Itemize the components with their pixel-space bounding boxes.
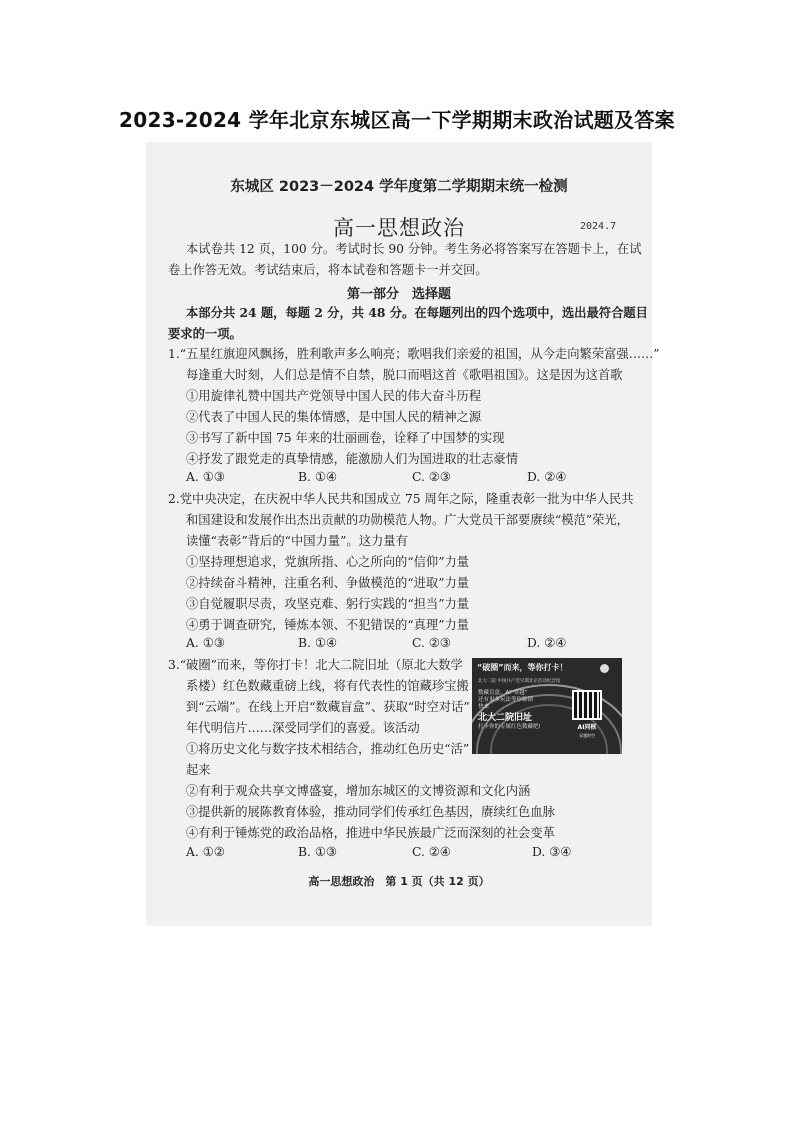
document-title: 2023-2024 学年北京东城区高一下学期期末政治试题及答案 (119, 108, 675, 132)
question-2-stem: 读懂“表彰”背后的“中国力量”。这力量有 (186, 534, 408, 548)
intro-line: 卷上作答无效。考试结束后，将本试卷和答题卡一并交回。 (168, 263, 488, 277)
question-3-choice-b[interactable]: B. ①③ (298, 845, 337, 859)
intro-line: 本试卷共 12 页，100 分。考试时长 90 分钟。考生务必将答案写在答题卡上，在试 (186, 242, 642, 256)
section-title: 第一部分 选择题 (346, 287, 451, 302)
poster-line: 快来 (478, 704, 490, 710)
exam-date: 2024.7 (580, 221, 617, 232)
section-instructions: 本部分共 24 题，每题 2 分，共 48 分。在每题列出的四个选项中，选出最符合题目 (186, 305, 648, 320)
question-2-item: ③自觉履职尽责，攻坚克难、躬行实践的“担当”力量 (186, 597, 470, 611)
question-1-item: ④抒发了跟党走的真挚情感，能激励人们为国进取的壮志豪情 (186, 452, 519, 466)
question-3-item: ③提供新的展陈教育体验，推动同学们传承红色基因，赓续红色血脉 (186, 805, 555, 819)
question-1-choice-b[interactable]: B. ①④ (298, 470, 337, 484)
question-3-item: ②有利于观众共享文博盛宴，增加东城区的文博资源和文化内涵 (186, 784, 531, 798)
question-1-item: ③书写了新中国 75 年来的壮丽画卷，诠释了中国梦的实现 (186, 431, 505, 445)
logo-icon (600, 664, 609, 673)
question-3-stem: 年代明信片……深受同学们的喜爱。该活动 (186, 721, 420, 735)
poster-title: “破圈”而来，等你打卡！ (477, 663, 568, 672)
exam-page-scan (146, 142, 660, 926)
question-3-stem: 到“云端”。在线上开启“数藏盲盒”、获取“时空对话” (186, 700, 470, 714)
question-2-stem: 和国建设和发展作出杰出贡献的功勋模范人物。广大党员干部要赓续“模范”荣光， (186, 513, 629, 527)
question-2-choice-a[interactable]: A. ①③ (186, 636, 225, 650)
qr-code-icon (572, 690, 602, 720)
question-3-choice-c[interactable]: C. ②④ (412, 845, 451, 859)
question-3-choice-d[interactable]: D. ③④ (532, 845, 572, 859)
question-2-choice-b[interactable]: B. ①④ (298, 636, 337, 650)
question-3-item: 起来 (186, 763, 211, 777)
poster-image (472, 658, 622, 754)
poster-badge-label: AI同框 (577, 724, 597, 731)
question-3-choice-a[interactable]: A. ①② (186, 845, 225, 859)
poster-subtitle: 北大二院 中国共产党早期北京活动纪念馆 (478, 679, 561, 684)
question-2-item: ②持续奋斗精神，注重名利、争做模范的“进取”力量 (186, 576, 470, 590)
question-2-item: ①坚持理想追求，党旗所指、心之所向的“信仰”力量 (186, 555, 470, 569)
question-1-item: ①用旋律礼赞中国共产党领导中国人民的伟大奋斗历程 (186, 389, 482, 403)
question-3-item: ①将历史文化与数字技术相结合，推动红色历史“活” (186, 742, 470, 756)
question-3-stem: 系楼）红色数藏重磅上线，将有代表性的馆藏珍宝搬 (186, 679, 469, 693)
poster-name: 北大二院旧址 (478, 713, 533, 723)
question-1-choice-a[interactable]: A. ①③ (186, 470, 225, 484)
section-instructions: 要求的一项。 (168, 326, 242, 341)
poster-badge (570, 724, 604, 740)
question-2-choice-c[interactable]: C. ②③ (412, 636, 451, 650)
page-footer: 高一思想政治 第 1 页（共 12 页） (308, 875, 490, 888)
question-1-choice-c[interactable]: C. ②③ (412, 470, 451, 484)
question-1-stem: 每逢重大时刻，人们总是情不自禁，脱口而唱这首《歌唱祖国》。这是因为这首歌 (186, 368, 623, 382)
question-2-stem: 2.党中央决定，在庆祝中华人民共和国成立 75 周年之际，隆重表彰一批为中华人民共 (168, 492, 634, 506)
question-2-item: ④勇于调查研究，锤炼本领、不犯错误的“真理”力量 (186, 618, 470, 632)
question-3-stem: 3.“破圈”而来，等你打卡！北大二院旧址（原北大数学 (168, 658, 463, 672)
poster-badge-sub: 穿越时空 (579, 733, 595, 738)
question-1-stem: 1.“五星红旗迎风飘扬，胜利歌声多么响亮；歌唱我们亲爱的祖国，从今走向繁荣富强……” (168, 347, 660, 361)
poster-tagline: 打卡你的专属红色数藏吧! (478, 724, 541, 730)
question-2-choice-d[interactable]: D. ②④ (527, 636, 567, 650)
poster-line: 数藏盲盒、AI“穿越” (478, 690, 528, 696)
poster-line: 还有更多玩法等你解锁 (478, 697, 534, 703)
question-1-choice-d[interactable]: D. ②④ (527, 470, 567, 484)
question-1-item: ②代表了中国人民的集体情感，是中国人民的精神之源 (186, 410, 482, 424)
question-3-item: ④有利于锤炼党的政治品格，推进中华民族最广泛而深刻的社会变革 (186, 826, 555, 840)
subject-title: 高一思想政治 (333, 216, 465, 240)
exam-header: 东城区 2023－2024 学年度第二学期期末统一检测 (230, 179, 568, 195)
